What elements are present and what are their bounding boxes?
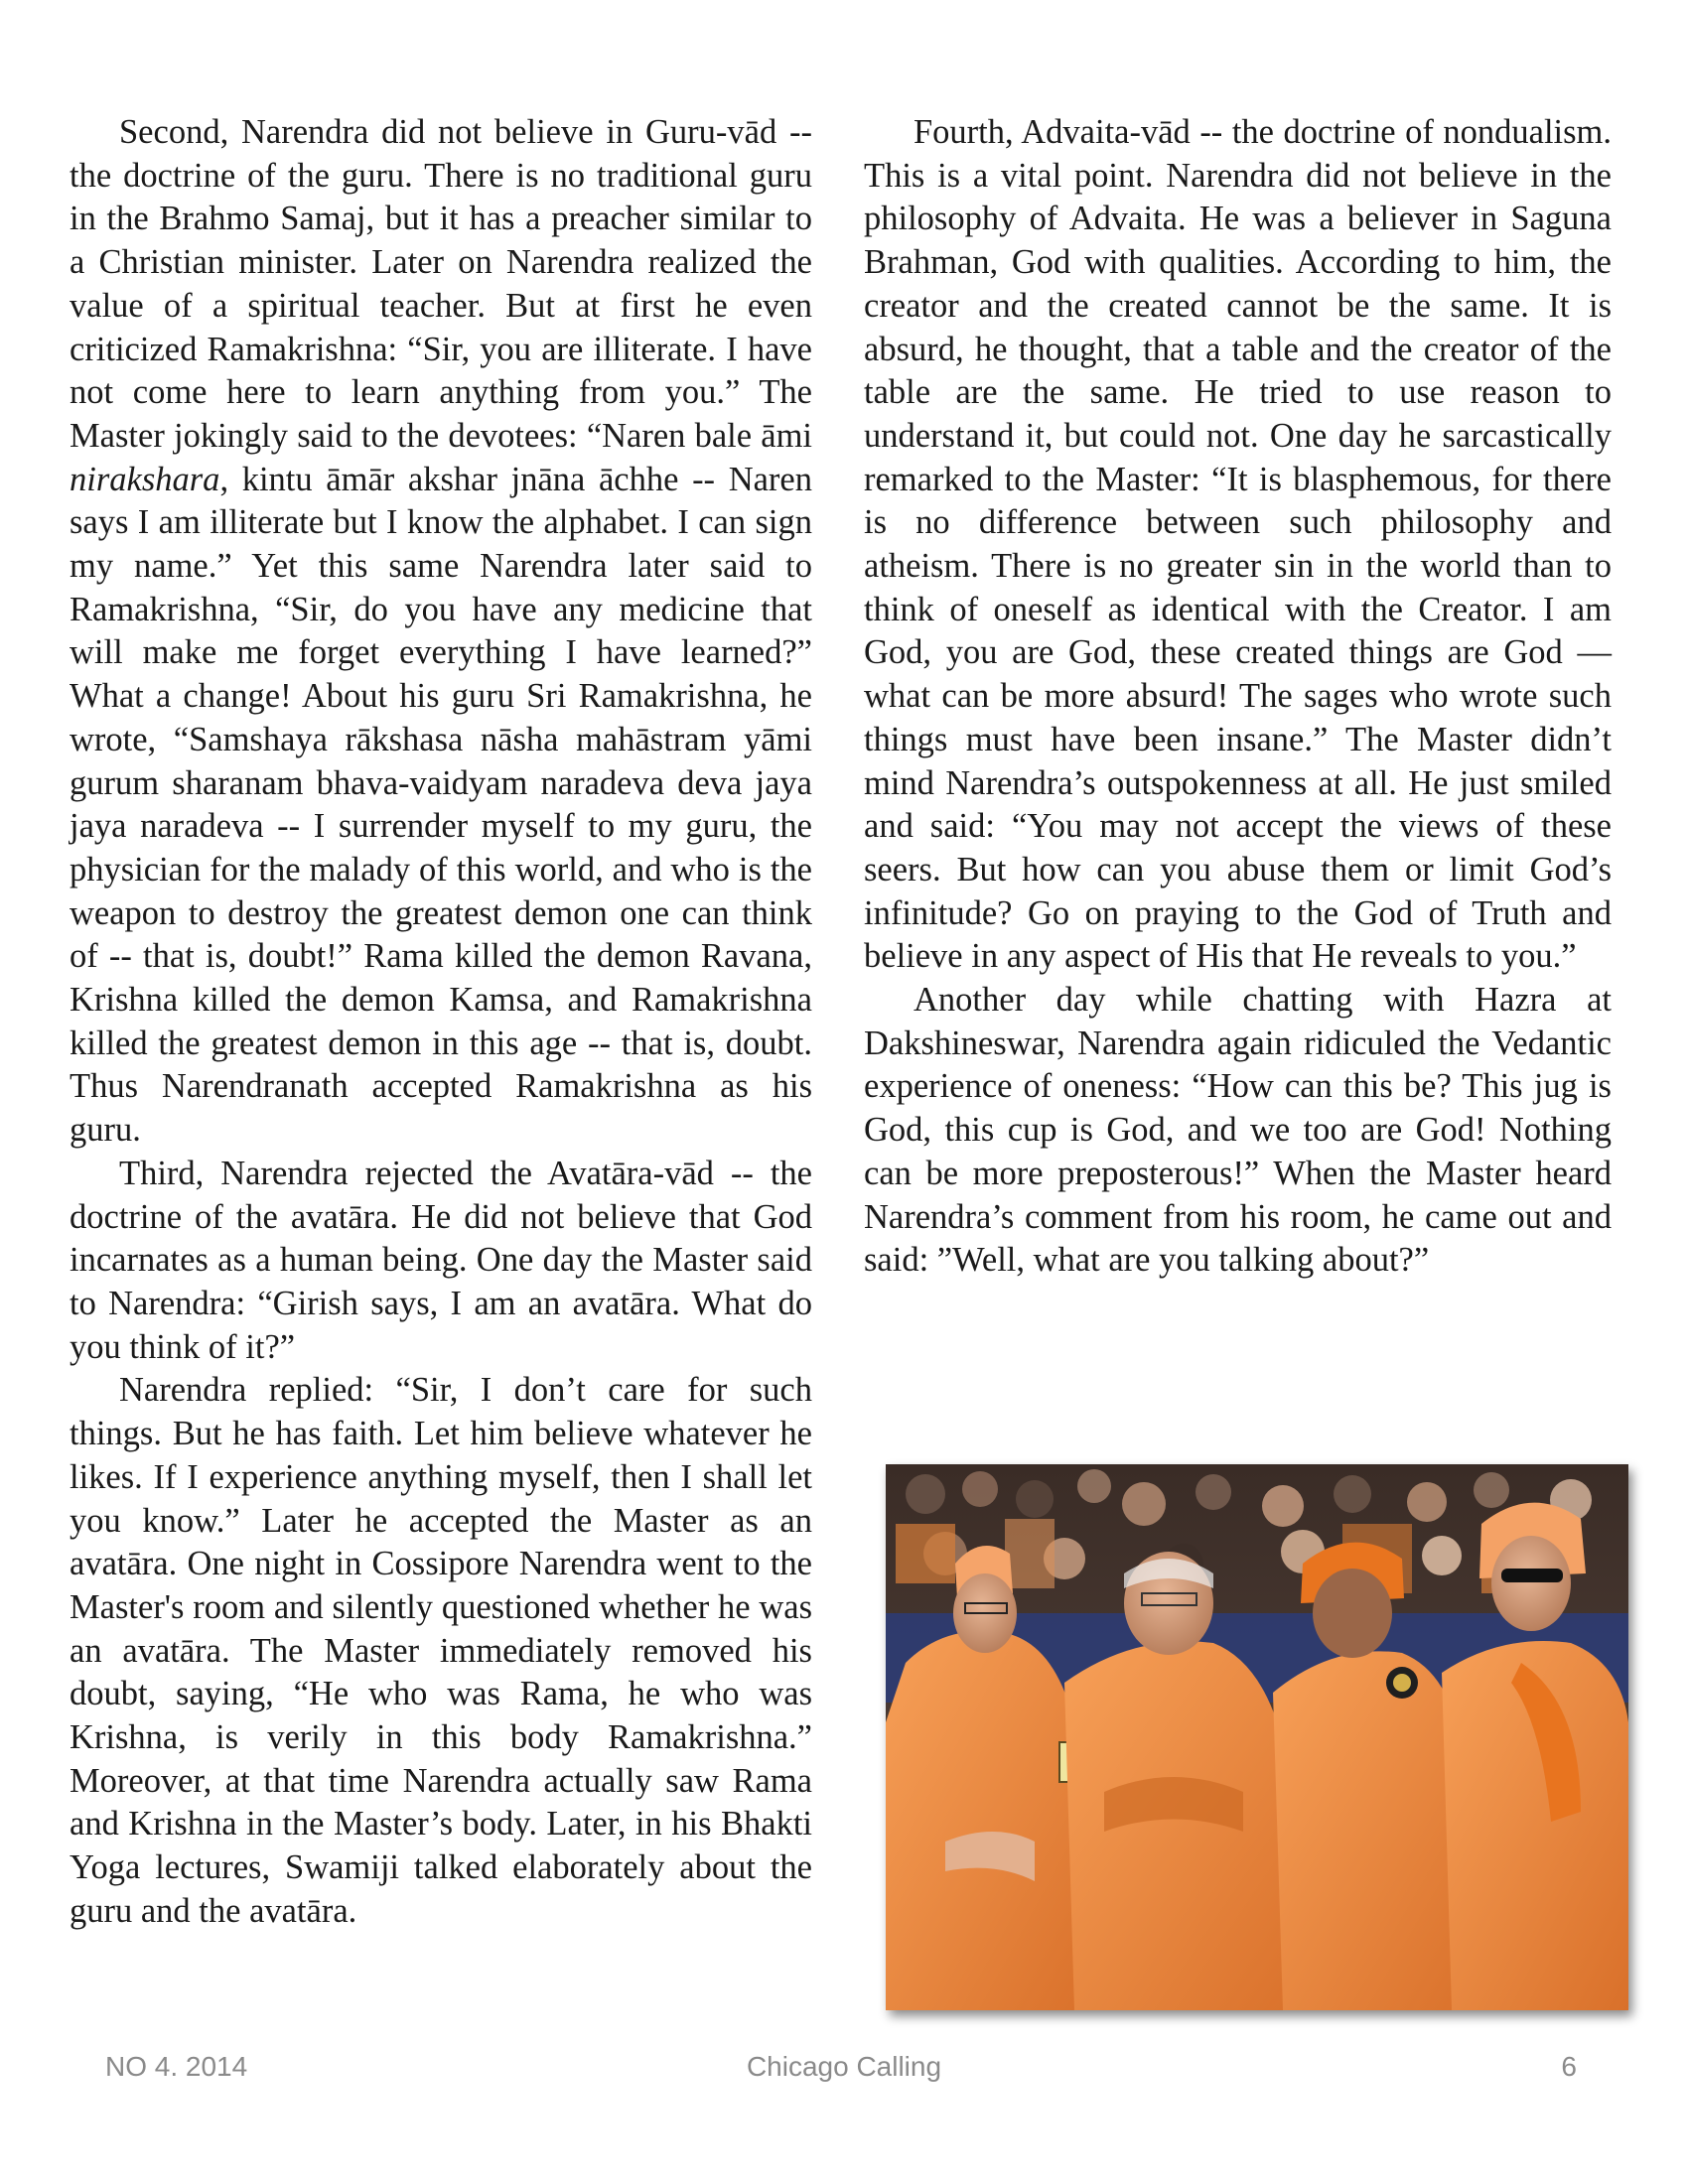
italic-term: nirakshara: [70, 460, 220, 498]
paragraph-narendra-replied: Narendra replied: “Sir, I don’t care for such things. But he has faith. Let him believe whatever he likes. If I experience anything myself, then I shall let you know.” Later he accepted the Master as an avatāra. One night in Cossipore Narendra went to the Master's room and silently questioned whether he was an avatāra. The Master immediately removed his doubt, saying, “He who was Rama, he who was Krishna, is verily in this body Ramakrishna.” Moreover, at that time Narendra actually saw Rama and Krishna in the Master’s body. Later, in his Bhakti Yoga lectures, Swamiji talked elaborately about the guru and the avatāra.: [70, 1371, 812, 1930]
paragraph-hazra: Another day while chatting with Hazra at Dakshineswar, Narendra again ridiculed the Vedantic experience of oneness: “How can this be? This jug is God, this cup is God, and we too are God! Nothing can be more preposterous!” When the Master heard Narendra’s comment from his room, he came out and said: ”Well, what are you talking about?”: [864, 981, 1612, 1280]
right-text-column: [864, 111, 1612, 1283]
paragraph-advaita-vad: Fourth, Advaita-vād -- the doctrine of nondualism. This is a vital point. Narendra did not believe in the philosophy of Advaita. He was a believer in Saguna Brahman, God with qualities. According to him, the creator and the created cannot be the same. It is absurd, he thought, that a table and the creator of the table are the same. He tried to use reason to understand it, but could not. One day he sarcastically remarked to the Master: “It is blasphemous, for there is no difference between such philosophy and atheism. There is no greater sin in the world than to think of oneself as identical with the Creator. I am God, you are God, these created things are God — what can be more absurd! The sages who wrote such things must have been insane.” The Master didn’t mind Narendra’s outspokenness at all. He just smiled and said: “You may not accept the views of these seers. But how can you abuse them or limit God’s infinitude? Go on praying to the God of Truth and believe in any aspect of His that He reveals to you.”: [864, 113, 1612, 976]
monks-photo-illustration: [886, 1464, 1628, 2010]
issue-label: NO 4. 2014: [105, 2051, 248, 2082]
left-text-column: [70, 111, 812, 1934]
paragraph-guru-vad: Second, Narendra did not believe in Guru-vād -- the doctrine of the guru. There is no traditional guru in the Brahmo Samaj, but it has a preacher similar to a Christian minister. Later on Narendra realized the value of a spiritual teacher. But at first he even criticized Ramakrishna: “Sir, you are illiterate. I have not come here to learn anything from you.” The Master jokingly said to the devotees: “Naren bale āmi nirakshara, kintu āmār akshar jnāna āchhe -- Naren says I am illiterate but I know the alphabet. I can sign my name.” Yet this same Narendra later said to Ramakrishna, “Sir, do you have any medicine that will make me forget everything I have learned?” What a change! About his guru Sri Ramakrishna, he wrote, “Samshaya rākshasa nāsha mahāstram yāmi gurum sharanam bhava-vaidyam naradeva deva jaya jaya naradeva -- I surrender myself to my guru, the physician for the malady of this world, and who is the weapon to destroy the greatest demon one can think of -- that is, doubt!” Rama killed the demon Ravana, Krishna killed the demon Kamsa, and Ramakrishna killed the greatest demon in this age -- that is, doubt. Thus Narendranath accepted Ramakrishna as his guru.: [70, 113, 812, 1150]
publication-title: Chicago Calling: [746, 2051, 942, 2082]
paragraph-avatara-vad: Third, Narendra rejected the Avatāra-vād -- the doctrine of the avatāra. He did not believe that God incarnates as a human being. One day the Master said to Narendra: “Girish says, I am an avatāra. What do you think of it?”: [70, 1154, 812, 1366]
page-number: 6: [1561, 2051, 1577, 2082]
page-footer: [0, 2051, 1688, 2091]
monks-photo: [886, 1464, 1628, 2010]
